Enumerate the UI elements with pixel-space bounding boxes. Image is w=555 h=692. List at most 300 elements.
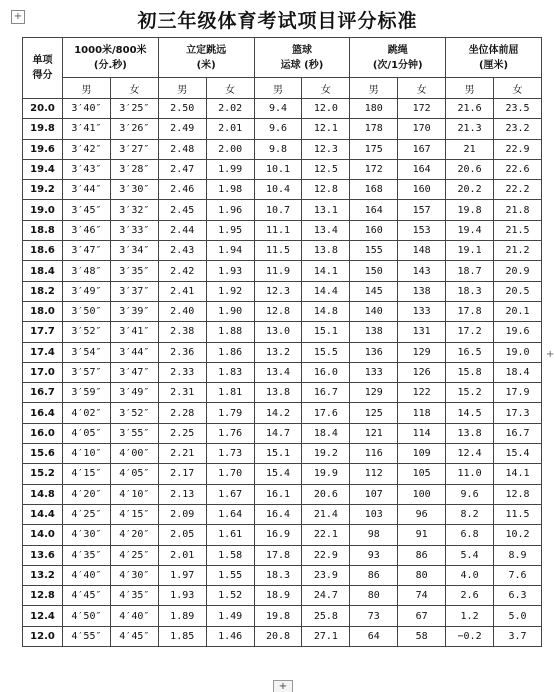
- header-female: 女: [110, 78, 158, 99]
- cell-rope-female: 164: [398, 159, 446, 179]
- cell-basketball-female: 13.8: [302, 241, 350, 261]
- cell-score: 16.7: [23, 383, 63, 403]
- cell-rope-female: 91: [398, 525, 446, 545]
- cell-rope-female: 172: [398, 99, 446, 119]
- cell-basketball-male: 12.3: [254, 281, 302, 301]
- cell-jump-female: 1.90: [206, 301, 254, 321]
- cell-jump-male: 2.05: [158, 525, 206, 545]
- cell-sitreach-female: 8.9: [494, 545, 542, 565]
- cell-score: 16.0: [23, 423, 63, 443]
- cell-sitreach-female: 23.5: [494, 99, 542, 119]
- cell-jump-male: 2.46: [158, 180, 206, 200]
- cell-basketball-female: 20.6: [302, 484, 350, 504]
- cell-run-female: 3′37″: [110, 281, 158, 301]
- cell-jump-female: 1.64: [206, 504, 254, 524]
- cell-sitreach-female: 21.8: [494, 200, 542, 220]
- cell-jump-male: 2.42: [158, 261, 206, 281]
- cell-basketball-male: 13.4: [254, 362, 302, 382]
- cell-sitreach-female: 14.1: [494, 464, 542, 484]
- cell-score: 14.4: [23, 504, 63, 524]
- cell-sitreach-male: 21.6: [446, 99, 494, 119]
- cell-score: 18.2: [23, 281, 63, 301]
- cell-run-female: 3′32″: [110, 200, 158, 220]
- cell-run-male: 3′46″: [63, 220, 111, 240]
- header-basketball: [254, 38, 350, 78]
- cell-basketball-female: 15.5: [302, 342, 350, 362]
- cell-rope-male: 164: [350, 200, 398, 220]
- table-row: [23, 504, 542, 524]
- cell-basketball-male: 16.4: [254, 504, 302, 524]
- cell-run-male: 4′35″: [63, 545, 111, 565]
- cell-jump-female: 1.67: [206, 484, 254, 504]
- cell-basketball-male: 11.1: [254, 220, 302, 240]
- header-female: 女: [494, 78, 542, 99]
- cell-sitreach-female: 19.0: [494, 342, 542, 362]
- header-rope: [350, 38, 446, 78]
- cell-score: 20.0: [23, 99, 63, 119]
- header-basketball-line1: 篮球: [291, 44, 312, 56]
- cell-rope-male: 155: [350, 241, 398, 261]
- cell-run-male: 4′05″: [63, 423, 111, 443]
- cell-basketball-female: 21.4: [302, 504, 350, 524]
- cell-basketball-male: 10.1: [254, 159, 302, 179]
- header-rope-line2: (次/1分钟): [372, 59, 423, 71]
- cell-rope-female: 160: [398, 180, 446, 200]
- header-female: 女: [302, 78, 350, 99]
- cell-run-female: 3′28″: [110, 159, 158, 179]
- cell-basketball-male: 18.9: [254, 586, 302, 606]
- cell-jump-female: 1.81: [206, 383, 254, 403]
- cell-jump-female: 1.46: [206, 626, 254, 646]
- cell-score: 19.0: [23, 200, 63, 220]
- cell-run-female: 4′20″: [110, 525, 158, 545]
- cell-basketball-female: 16.7: [302, 383, 350, 403]
- cell-jump-male: 1.89: [158, 606, 206, 626]
- plus-icon[interactable]: +: [546, 349, 555, 360]
- cell-basketball-male: 13.2: [254, 342, 302, 362]
- table-row: [23, 99, 542, 119]
- cell-jump-female: 1.61: [206, 525, 254, 545]
- header-male: 男: [350, 78, 398, 99]
- cell-jump-male: 1.93: [158, 586, 206, 606]
- cell-sitreach-female: 18.4: [494, 362, 542, 382]
- cell-rope-female: 122: [398, 383, 446, 403]
- cell-rope-male: 140: [350, 301, 398, 321]
- cell-run-male: 3′41″: [63, 119, 111, 139]
- table-row: [23, 342, 542, 362]
- cell-run-male: 4′02″: [63, 403, 111, 423]
- cell-jump-male: 2.47: [158, 159, 206, 179]
- cell-sitreach-female: 21.2: [494, 241, 542, 261]
- cell-rope-male: 138: [350, 322, 398, 342]
- cell-score: 12.8: [23, 586, 63, 606]
- cell-score: 19.4: [23, 159, 63, 179]
- cell-run-male: 3′48″: [63, 261, 111, 281]
- cell-rope-male: 98: [350, 525, 398, 545]
- table-row: [23, 139, 542, 159]
- cell-jump-male: 1.85: [158, 626, 206, 646]
- cell-basketball-female: 24.7: [302, 586, 350, 606]
- cell-basketball-female: 23.9: [302, 565, 350, 585]
- cell-score: 13.6: [23, 545, 63, 565]
- cell-run-male: 3′59″: [63, 383, 111, 403]
- cell-score: 12.0: [23, 626, 63, 646]
- header-score-line2: 得分: [32, 70, 53, 81]
- cell-rope-female: 129: [398, 342, 446, 362]
- cell-basketball-male: 13.8: [254, 383, 302, 403]
- header-score: [23, 38, 63, 99]
- cell-sitreach-male: 19.1: [446, 241, 494, 261]
- cell-basketball-male: 16.1: [254, 484, 302, 504]
- cell-basketball-male: 18.3: [254, 565, 302, 585]
- header-sitreach-line2: (厘米): [478, 59, 509, 71]
- table-row: [23, 362, 542, 382]
- cell-basketball-female: 25.8: [302, 606, 350, 626]
- cell-score: 16.4: [23, 403, 63, 423]
- cell-basketball-female: 19.9: [302, 464, 350, 484]
- cell-jump-male: 2.13: [158, 484, 206, 504]
- cell-rope-male: 129: [350, 383, 398, 403]
- cell-basketball-male: 11.5: [254, 241, 302, 261]
- cell-rope-male: 180: [350, 99, 398, 119]
- cell-basketball-female: 12.5: [302, 159, 350, 179]
- header-rope-line1: 跳绳: [387, 44, 408, 56]
- table-row: [23, 423, 542, 443]
- cell-sitreach-female: 11.5: [494, 504, 542, 524]
- cell-basketball-female: 22.1: [302, 525, 350, 545]
- cell-rope-male: 93: [350, 545, 398, 565]
- cell-basketball-female: 12.8: [302, 180, 350, 200]
- cell-rope-female: 170: [398, 119, 446, 139]
- cell-sitreach-male: 9.6: [446, 484, 494, 504]
- cell-run-male: 4′20″: [63, 484, 111, 504]
- cell-rope-female: 131: [398, 322, 446, 342]
- cell-score: 19.8: [23, 119, 63, 139]
- cell-rope-male: 103: [350, 504, 398, 524]
- cell-score: 18.0: [23, 301, 63, 321]
- cell-basketball-male: 17.8: [254, 545, 302, 565]
- cell-jump-female: 1.88: [206, 322, 254, 342]
- cell-run-male: 3′42″: [63, 139, 111, 159]
- cell-sitreach-male: 20.2: [446, 180, 494, 200]
- cell-rope-female: 86: [398, 545, 446, 565]
- cell-sitreach-female: 12.8: [494, 484, 542, 504]
- cell-jump-female: 1.79: [206, 403, 254, 423]
- table-row: [23, 403, 542, 423]
- cell-basketball-female: 15.1: [302, 322, 350, 342]
- cell-jump-female: 1.83: [206, 362, 254, 382]
- table-row: [23, 261, 542, 281]
- cell-run-female: 3′35″: [110, 261, 158, 281]
- cell-jump-male: 2.45: [158, 200, 206, 220]
- cell-run-female: 4′10″: [110, 484, 158, 504]
- cell-jump-male: 2.44: [158, 220, 206, 240]
- header-row-groups: [23, 38, 542, 78]
- cell-run-male: 3′50″: [63, 301, 111, 321]
- cell-jump-female: 1.98: [206, 180, 254, 200]
- cell-rope-male: 145: [350, 281, 398, 301]
- cell-rope-female: 157: [398, 200, 446, 220]
- cell-rope-female: 118: [398, 403, 446, 423]
- cell-rope-male: 168: [350, 180, 398, 200]
- cell-run-male: 4′45″: [63, 586, 111, 606]
- cell-jump-female: 1.58: [206, 545, 254, 565]
- cell-basketball-male: 15.1: [254, 444, 302, 464]
- cell-rope-female: 74: [398, 586, 446, 606]
- cell-sitreach-female: 20.1: [494, 301, 542, 321]
- move-anchor-icon[interactable]: +: [11, 10, 25, 24]
- cell-sitreach-female: 22.9: [494, 139, 542, 159]
- cell-sitreach-female: 21.5: [494, 220, 542, 240]
- cell-rope-female: 100: [398, 484, 446, 504]
- cell-score: 13.2: [23, 565, 63, 585]
- header-jump-line1: 立定跳远: [186, 44, 227, 56]
- header-male: 男: [446, 78, 494, 99]
- cell-basketball-female: 16.0: [302, 362, 350, 382]
- cell-jump-female: 1.55: [206, 565, 254, 585]
- header-basketball-line2: 运球 (秒): [280, 59, 324, 71]
- cell-run-male: 3′49″: [63, 281, 111, 301]
- cell-run-female: 3′47″: [110, 362, 158, 382]
- cell-rope-female: 58: [398, 626, 446, 646]
- cell-jump-male: 2.01: [158, 545, 206, 565]
- cell-run-female: 3′39″: [110, 301, 158, 321]
- header-male: 男: [63, 78, 111, 99]
- cell-rope-female: 126: [398, 362, 446, 382]
- cell-sitreach-female: 17.9: [494, 383, 542, 403]
- cell-score: 17.7: [23, 322, 63, 342]
- cell-jump-female: 1.52: [206, 586, 254, 606]
- cell-jump-female: 1.86: [206, 342, 254, 362]
- cell-score: 19.6: [23, 139, 63, 159]
- cell-score: 14.0: [23, 525, 63, 545]
- cell-run-male: 3′45″: [63, 200, 111, 220]
- cell-sitreach-male: 5.4: [446, 545, 494, 565]
- cell-basketball-male: 9.6: [254, 119, 302, 139]
- cell-run-female: 3′55″: [110, 423, 158, 443]
- score-table-body: [23, 99, 542, 647]
- cell-run-male: 3′44″: [63, 180, 111, 200]
- cell-basketball-female: 14.1: [302, 261, 350, 281]
- cell-sitreach-female: 6.3: [494, 586, 542, 606]
- plus-icon[interactable]: +: [273, 680, 293, 692]
- table-row: [23, 159, 542, 179]
- cell-run-female: 3′26″: [110, 119, 158, 139]
- cell-rope-male: 86: [350, 565, 398, 585]
- cell-run-female: 4′25″: [110, 545, 158, 565]
- cell-sitreach-male: 18.7: [446, 261, 494, 281]
- cell-basketball-male: 10.4: [254, 180, 302, 200]
- cell-jump-male: 2.48: [158, 139, 206, 159]
- header-run-line1: 1000米/800米: [74, 44, 147, 56]
- table-row: [23, 220, 542, 240]
- cell-jump-female: 1.76: [206, 423, 254, 443]
- cell-sitreach-male: 15.8: [446, 362, 494, 382]
- cell-sitreach-male: 8.2: [446, 504, 494, 524]
- cell-sitreach-male: 18.3: [446, 281, 494, 301]
- cell-sitreach-female: 15.4: [494, 444, 542, 464]
- cell-jump-male: 2.49: [158, 119, 206, 139]
- cell-rope-female: 67: [398, 606, 446, 626]
- cell-rope-female: 143: [398, 261, 446, 281]
- header-female: 女: [398, 78, 446, 99]
- cell-rope-female: 138: [398, 281, 446, 301]
- cell-sitreach-male: 1.2: [446, 606, 494, 626]
- table-row: [23, 606, 542, 626]
- cell-run-female: 4′35″: [110, 586, 158, 606]
- header-run-line2: (分.秒): [93, 59, 127, 71]
- cell-basketball-female: 14.8: [302, 301, 350, 321]
- cell-basketball-female: 17.6: [302, 403, 350, 423]
- cell-rope-male: 150: [350, 261, 398, 281]
- cell-run-female: 3′52″: [110, 403, 158, 423]
- cell-run-male: 4′30″: [63, 525, 111, 545]
- cell-rope-female: 167: [398, 139, 446, 159]
- cell-basketball-female: 27.1: [302, 626, 350, 646]
- cell-sitreach-male: 21: [446, 139, 494, 159]
- cell-jump-female: 1.73: [206, 444, 254, 464]
- cell-sitreach-female: 22.2: [494, 180, 542, 200]
- cell-run-female: 4′40″: [110, 606, 158, 626]
- table-row: [23, 525, 542, 545]
- cell-jump-female: 1.70: [206, 464, 254, 484]
- cell-rope-female: 109: [398, 444, 446, 464]
- cell-basketball-male: 14.2: [254, 403, 302, 423]
- table-row: [23, 200, 542, 220]
- cell-rope-male: 64: [350, 626, 398, 646]
- table-row: [23, 484, 542, 504]
- header-jump-line2: (米): [196, 59, 216, 71]
- cell-rope-female: 148: [398, 241, 446, 261]
- cell-run-female: 3′49″: [110, 383, 158, 403]
- cell-run-female: 3′33″: [110, 220, 158, 240]
- cell-score: 19.2: [23, 180, 63, 200]
- cell-basketball-female: 12.3: [302, 139, 350, 159]
- cell-basketball-female: 12.1: [302, 119, 350, 139]
- cell-run-male: 4′55″: [63, 626, 111, 646]
- header-sitreach-line1: 坐位体前屈: [468, 44, 519, 56]
- cell-rope-male: 160: [350, 220, 398, 240]
- cell-sitreach-female: 20.5: [494, 281, 542, 301]
- cell-sitreach-male: 14.5: [446, 403, 494, 423]
- cell-jump-female: 1.99: [206, 159, 254, 179]
- cell-rope-female: 105: [398, 464, 446, 484]
- cell-sitreach-male: 12.4: [446, 444, 494, 464]
- cell-run-female: 3′25″: [110, 99, 158, 119]
- cell-sitreach-female: 22.6: [494, 159, 542, 179]
- cell-jump-male: 2.31: [158, 383, 206, 403]
- table-row: [23, 545, 542, 565]
- cell-score: 17.0: [23, 362, 63, 382]
- cell-sitreach-female: 16.7: [494, 423, 542, 443]
- cell-jump-male: 2.40: [158, 301, 206, 321]
- cell-run-male: 3′54″: [63, 342, 111, 362]
- table-row: [23, 119, 542, 139]
- cell-sitreach-male: 2.6: [446, 586, 494, 606]
- cell-basketball-male: 10.7: [254, 200, 302, 220]
- cell-jump-female: 2.01: [206, 119, 254, 139]
- cell-basketball-female: 12.0: [302, 99, 350, 119]
- cell-jump-female: 1.94: [206, 241, 254, 261]
- cell-jump-male: 2.09: [158, 504, 206, 524]
- header-female: 女: [206, 78, 254, 99]
- cell-score: 18.4: [23, 261, 63, 281]
- cell-rope-male: 121: [350, 423, 398, 443]
- header-male: 男: [254, 78, 302, 99]
- cell-score: 18.6: [23, 241, 63, 261]
- cell-jump-male: 1.97: [158, 565, 206, 585]
- cell-run-female: 3′30″: [110, 180, 158, 200]
- cell-sitreach-male: 4.0: [446, 565, 494, 585]
- cell-rope-male: 172: [350, 159, 398, 179]
- cell-rope-male: 112: [350, 464, 398, 484]
- cell-sitreach-male: 11.0: [446, 464, 494, 484]
- cell-run-female: 4′15″: [110, 504, 158, 524]
- score-table: [22, 37, 542, 647]
- cell-basketball-male: 16.9: [254, 525, 302, 545]
- cell-basketball-male: 15.4: [254, 464, 302, 484]
- header-jump: [158, 38, 254, 78]
- cell-jump-female: 1.92: [206, 281, 254, 301]
- header-row-gender: [23, 78, 542, 99]
- cell-sitreach-male: 13.8: [446, 423, 494, 443]
- table-row: [23, 301, 542, 321]
- cell-score: 15.6: [23, 444, 63, 464]
- table-row: [23, 626, 542, 646]
- cell-rope-male: 178: [350, 119, 398, 139]
- cell-run-female: 4′00″: [110, 444, 158, 464]
- cell-rope-female: 153: [398, 220, 446, 240]
- cell-jump-female: 2.00: [206, 139, 254, 159]
- cell-sitreach-male: 21.3: [446, 119, 494, 139]
- cell-rope-male: 133: [350, 362, 398, 382]
- cell-sitreach-female: 3.7: [494, 626, 542, 646]
- cell-jump-female: 1.93: [206, 261, 254, 281]
- cell-jump-female: 1.96: [206, 200, 254, 220]
- cell-run-male: 4′40″: [63, 565, 111, 585]
- table-row: [23, 383, 542, 403]
- cell-rope-male: 80: [350, 586, 398, 606]
- cell-basketball-female: 19.2: [302, 444, 350, 464]
- table-row: [23, 444, 542, 464]
- cell-sitreach-male: 20.6: [446, 159, 494, 179]
- cell-jump-male: 2.38: [158, 322, 206, 342]
- table-row: [23, 322, 542, 342]
- table-row: [23, 241, 542, 261]
- cell-basketball-male: 14.7: [254, 423, 302, 443]
- cell-rope-male: 136: [350, 342, 398, 362]
- cell-basketball-male: 20.8: [254, 626, 302, 646]
- cell-sitreach-male: −0.2: [446, 626, 494, 646]
- cell-jump-male: 2.50: [158, 99, 206, 119]
- table-row: [23, 464, 542, 484]
- cell-sitreach-female: 19.6: [494, 322, 542, 342]
- cell-jump-male: 2.36: [158, 342, 206, 362]
- cell-basketball-male: 12.8: [254, 301, 302, 321]
- cell-basketball-male: 9.8: [254, 139, 302, 159]
- cell-jump-male: 2.41: [158, 281, 206, 301]
- cell-basketball-male: 9.4: [254, 99, 302, 119]
- cell-sitreach-female: 7.6: [494, 565, 542, 585]
- cell-sitreach-male: 17.8: [446, 301, 494, 321]
- cell-basketball-male: 19.8: [254, 606, 302, 626]
- cell-run-female: 3′44″: [110, 342, 158, 362]
- header-score-line1: 单项: [32, 55, 53, 66]
- cell-run-female: 4′30″: [110, 565, 158, 585]
- cell-basketball-female: 14.4: [302, 281, 350, 301]
- cell-score: 14.8: [23, 484, 63, 504]
- cell-run-female: 4′05″: [110, 464, 158, 484]
